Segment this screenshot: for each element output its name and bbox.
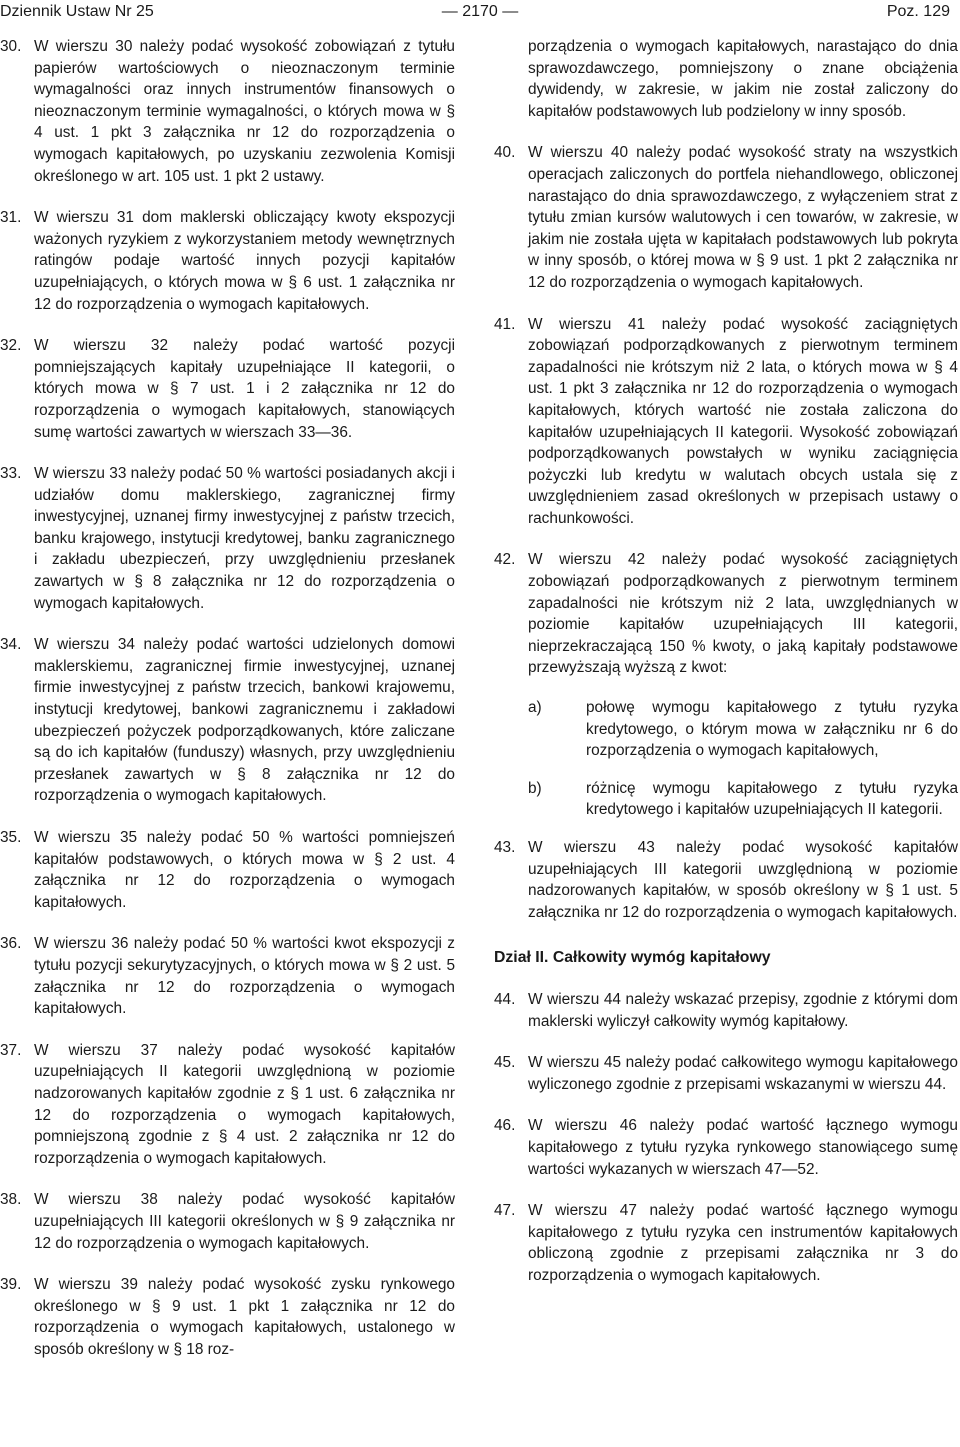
sub-item-text: różnicę wymogu kapitałowego z tytułu ryzyka kredytowego i kapitałów uzupełniających II kategorii. bbox=[586, 779, 958, 819]
list-item bbox=[494, 549, 958, 679]
list-item bbox=[0, 1274, 455, 1360]
item-text: W wierszu 46 należy podać wartość łącznego wymogu kapitałowego z tytułu ryzyka rynkowego stanowiącego sumę wartości wykazanych w wierszach 47—52. bbox=[528, 1117, 958, 1178]
right-column bbox=[494, 36, 958, 1307]
item-text: W wierszu 42 należy podać wysokość zaciągniętych zobowiązań podporządkowanych z pierwotnym terminem zapadalności nie krótszym niż 2 lata, uwzględnianych w poziomie kapitałów uzupełniających III kategorii, nieprzekraczającą 150 % kwoty, o jaką kapitały podstawowe przewyższają wyższą z kwot: bbox=[528, 551, 958, 677]
item-number: 43. bbox=[494, 839, 516, 856]
item-number: 35. bbox=[0, 829, 22, 846]
item-text: W wierszu 35 należy podać 50 % wartości pomniejszeń kapitałów podstawowych, o których mowa w § 2 ust. 4 załącznika nr 12 do rozporządzenia o wymogach kapitałowych. bbox=[34, 829, 455, 911]
item-text: W wierszu 41 należy podać wysokość zaciągniętych zobowiązań podporządkowanych z pierwotnym terminem zapadalności nie krótszym niż 2 lata, o których mowa w § 4 ust. 1 pkt 3 załącznika nr 12 do rozporządzenia o wymogach kapitałowych, których wartość nie została zaliczona do kapitałów uzupełniających II kategorii. Wysokość zobowiązań podporządkowanych powstałych w wyniku zaciągnięcia pożyczki lub kredytu w walutach obcych ustala się z uwzględnieniem zasad określonych w przepisach ustawy o rachunkowości. bbox=[528, 315, 958, 527]
sub-item bbox=[528, 778, 958, 821]
item-text: W wierszu 40 należy podać wysokość straty na wszystkich operacjach zaliczonych do portfela niehandlowego, obliczonej narastająco do dnia sprawozdawczego, z wyłączeniem strat z tytułu zmian kursów walutowych i cen towarów, w zakresie, w jakim nie została ujęta w kapitałach podstawowych lub pokryta w inny sposób, o której mowa w § 9 ust. 1 pkt 2 załącznika nr 12 do rozporządzenia o wymogach kapitałowych. bbox=[528, 144, 958, 291]
item-number: 40. bbox=[494, 144, 516, 162]
item-text: W wierszu 45 należy podać całkowitego wymogu kapitałowego wyliczonego zgodnie z przepisami wskazanymi w wierszu 44. bbox=[528, 1054, 958, 1093]
list-item bbox=[494, 314, 958, 530]
continuation-text: porządzenia o wymogach kapitałowych, narastająco do dnia sprawozdawczego, pomniejszony o znane obciążenia dywidendy, w zakresie, w jakim nie został zaliczony do kapitałów podstawowych lub podzielony w inny sposób. bbox=[528, 38, 958, 120]
list-item bbox=[0, 634, 455, 807]
item-number: 39. bbox=[0, 1276, 22, 1294]
list-item bbox=[494, 142, 958, 293]
item-number: 34. bbox=[0, 636, 22, 654]
list-item bbox=[0, 827, 455, 913]
journal-title: Dziennik Ustaw Nr 25 bbox=[0, 3, 154, 20]
item-text: W wierszu 32 należy podać wartość pozycji pomniejszających kapitały uzupełniające II kategorii, o których mowa w § 7 ust. 1 i 2 załącznika nr 12 do rozporządzenia o wymogach kapitałowych, stanowiących sumę wartości zawartych w wierszach 33—36. bbox=[34, 337, 455, 441]
list-item bbox=[0, 36, 455, 187]
sub-item-text: połowę wymogu kapitałowego z tytułu ryzyka kredytowego, o którym mowa w załączniku nr 6 do rozporządzenia o wymogach kapitałowych, bbox=[586, 699, 958, 760]
item-text: W wierszu 44 należy wskazać przepisy, zgodnie z którymi dom maklerski wyliczył całkowity wymóg kapitałowy. bbox=[528, 990, 958, 1030]
item-number: 46. bbox=[494, 1117, 516, 1135]
item-number: 30. bbox=[0, 38, 22, 55]
list-item bbox=[0, 1040, 455, 1170]
sub-item-label: b) bbox=[528, 779, 542, 797]
item-text: W wierszu 31 dom maklerski obliczający kwoty ekspozycji ważonych ryzykiem z wykorzystaniem metody wewnętrznych ratingów podaje wartość innych pozycji kapitałów uzupełniających, o których mowa w § 6 ust. 1 załącznika nr 12 do rozporządzenia o wymogach kapitałowych. bbox=[34, 209, 455, 313]
item-text: W wierszu 47 należy podać wartość łącznego wymogu kapitałowego z tytułu ryzyka cen instrumentów kapitałowych obliczoną zgodnie z przepisami załącznika nr 3 do rozporządzenia o wymogach kapitałowych. bbox=[528, 1202, 958, 1284]
position-number: Poz. 129 bbox=[886, 3, 950, 20]
item-number: 37. bbox=[0, 1041, 22, 1059]
list-item bbox=[494, 1052, 958, 1095]
list-item bbox=[494, 989, 958, 1032]
item-number: 32. bbox=[0, 337, 22, 355]
list-item bbox=[494, 837, 958, 923]
item-text: W wierszu 30 należy podać wysokość zobowiązań z tytułu papierów wartościowych o nieoznaczonym terminie wymagalności oraz innych instrumentów finansowych o nieoznaczonym terminie wymagalności, o których mowa w § 4 ust. 1 pkt 3 załącznika nr 12 do rozporządzenia o wymogach kapitałowych, po uzyskaniu zezwolenia Komisji określonego w art. 105 ust. 1 pkt 2 ustawy. bbox=[34, 38, 455, 185]
item-number: 45. bbox=[494, 1054, 516, 1072]
item-text: W wierszu 39 należy podać wysokość zysku rynkowego określonego w § 9 ust. 1 pkt 1 załącznika nr 12 do rozporządzenia o wymogach kapitałowych, ustalonego w sposób określony w § 18 roz- bbox=[34, 1276, 455, 1358]
item-text: W wierszu 38 należy podać wysokość kapitałów uzupełniających III kategorii określonych w § 9 załącznika nr 12 do rozporządzenia o wymogach kapitałowych. bbox=[34, 1191, 455, 1252]
item-number: 42. bbox=[494, 551, 516, 569]
item-number: 47. bbox=[494, 1202, 516, 1220]
item-text: W wierszu 34 należy podać wartości udzielonych domowi maklerskiemu, zagranicznej firmie inwestycyjnej, uznanej firmie inwestycyjnej z państw trzecich, bankowi krajowemu, instytucji kredytowej, bankowi zagranicznemu i zakładowi ubezpieczeń pożyczek podporządkowanych, które zaliczane są do ich kapitałów (funduszy) własnych, przy uwzględnieniu przesłanek zawartych w § 8 załącznika nr 12 do rozporządzenia o wymogach kapitałowych. bbox=[34, 636, 455, 805]
item-number: 38. bbox=[0, 1191, 22, 1209]
left-column bbox=[0, 36, 455, 1380]
item-number: 33. bbox=[0, 465, 22, 483]
list-item bbox=[494, 1200, 958, 1286]
item-number: 44. bbox=[494, 990, 516, 1008]
list-item bbox=[494, 1115, 958, 1180]
list-item bbox=[0, 1189, 455, 1254]
page-number: — 2170 — bbox=[441, 3, 519, 20]
item-number: 41. bbox=[494, 315, 516, 333]
item-text: W wierszu 36 należy podać 50 % wartości kwot ekspozycji z tytułu pozycji sekurytyzacyjnych, o których mowa w § 2 ust. 5 załącznika nr 12 do rozporządzenia o wymogach kapitałowych. bbox=[34, 935, 455, 1018]
sub-item bbox=[528, 697, 958, 762]
section-heading: Dział II. Całkowity wymóg kapitałowy bbox=[494, 949, 771, 967]
page-header bbox=[0, 0, 960, 24]
item-number: 36. bbox=[0, 935, 22, 953]
list-item bbox=[0, 933, 455, 1019]
sub-item-label: a) bbox=[528, 699, 542, 717]
list-item bbox=[0, 463, 455, 614]
item-text: W wierszu 33 należy podać 50 % wartości posiadanych akcji i udziałów domu maklerskiego, zagranicznej firmy inwestycyjnej, uznanej firmy inwestycyjnej z państw trzecich, banku krajowego, instytucji kredytowej, banku zagranicznego i zakładu ubezpieczeń, przy uwzględnieniu przesłanek zawartych w § 8 załącznika nr 12 do rozporządzenia o wymogach kapitałowych. bbox=[34, 465, 455, 612]
item-number: 31. bbox=[0, 209, 22, 227]
item-text: W wierszu 43 należy podać wysokość kapitałów uzupełniających III kategorii uwzględnioną w poziomie nadzorowanych kapitałów, w sposób określony w § 1 ust. 5 załącznika nr 12 do rozporządzenia o wymogach kapitałowych. bbox=[528, 839, 958, 921]
item-text: W wierszu 37 należy podać wysokość kapitałów uzupełniających II kategorii uwzględnioną w poziomie nadzorowanych kapitałów zgodnie z § 1 ust. 6 załącznika nr 12 do rozporządzenia o wymogach kapitałowych, pomniejszoną zgodnie z § 4 ust. 2 załącznika nr 12 do rozporządzenia o wymogach kapitałowych. bbox=[34, 1041, 455, 1167]
list-item bbox=[0, 335, 455, 443]
list-item bbox=[0, 207, 455, 315]
